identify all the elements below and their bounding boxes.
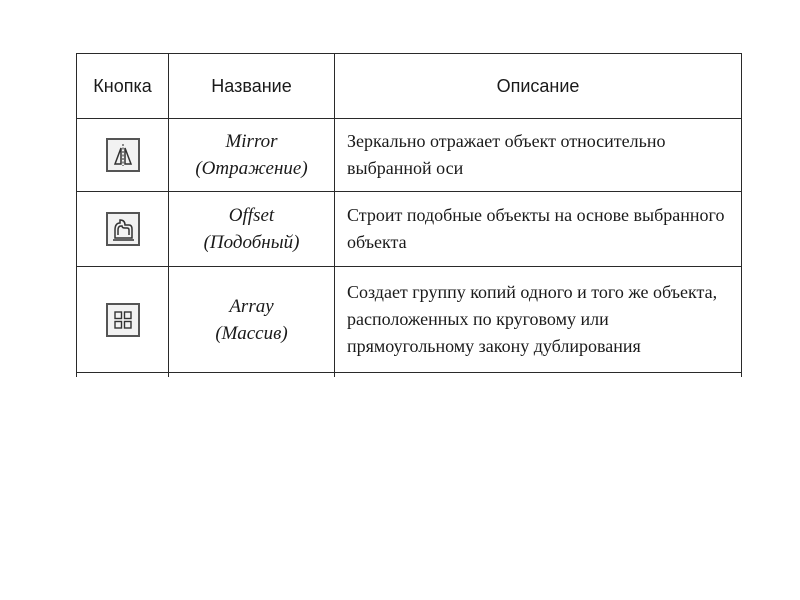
table-row [77,119,742,192]
command-description: Строит подобные объекты на основе выбранного объекта [335,192,742,267]
command-name-ru: (Отражение) [195,158,308,179]
mirror-button[interactable] [106,138,140,172]
offset-icon [108,214,138,244]
header-button: Кнопка [77,54,169,119]
command-name-ru: (Массив) [215,322,288,344]
command-name: Mirror [225,131,278,152]
command-description: Создает группу копий одного и того же объекта, расположенных по круговому или прямоугольному закону дублирования [335,267,742,373]
table-header-row [77,54,742,119]
array-button[interactable] [106,303,140,337]
header-description: Описание [335,54,742,119]
header-name: Название [169,54,335,119]
commands-table [76,53,742,377]
command-name: Offset [228,205,275,226]
command-description: Зеркально отражает объект относительно выбранной оси [335,119,742,192]
mirror-icon [108,140,138,170]
table-row [77,267,742,373]
table-row [77,192,742,267]
command-name-ru: (Подобный) [203,232,300,253]
offset-button[interactable] [106,212,140,246]
command-name: Array [229,295,274,317]
table-row-cut [77,373,742,378]
array-icon [108,305,138,335]
